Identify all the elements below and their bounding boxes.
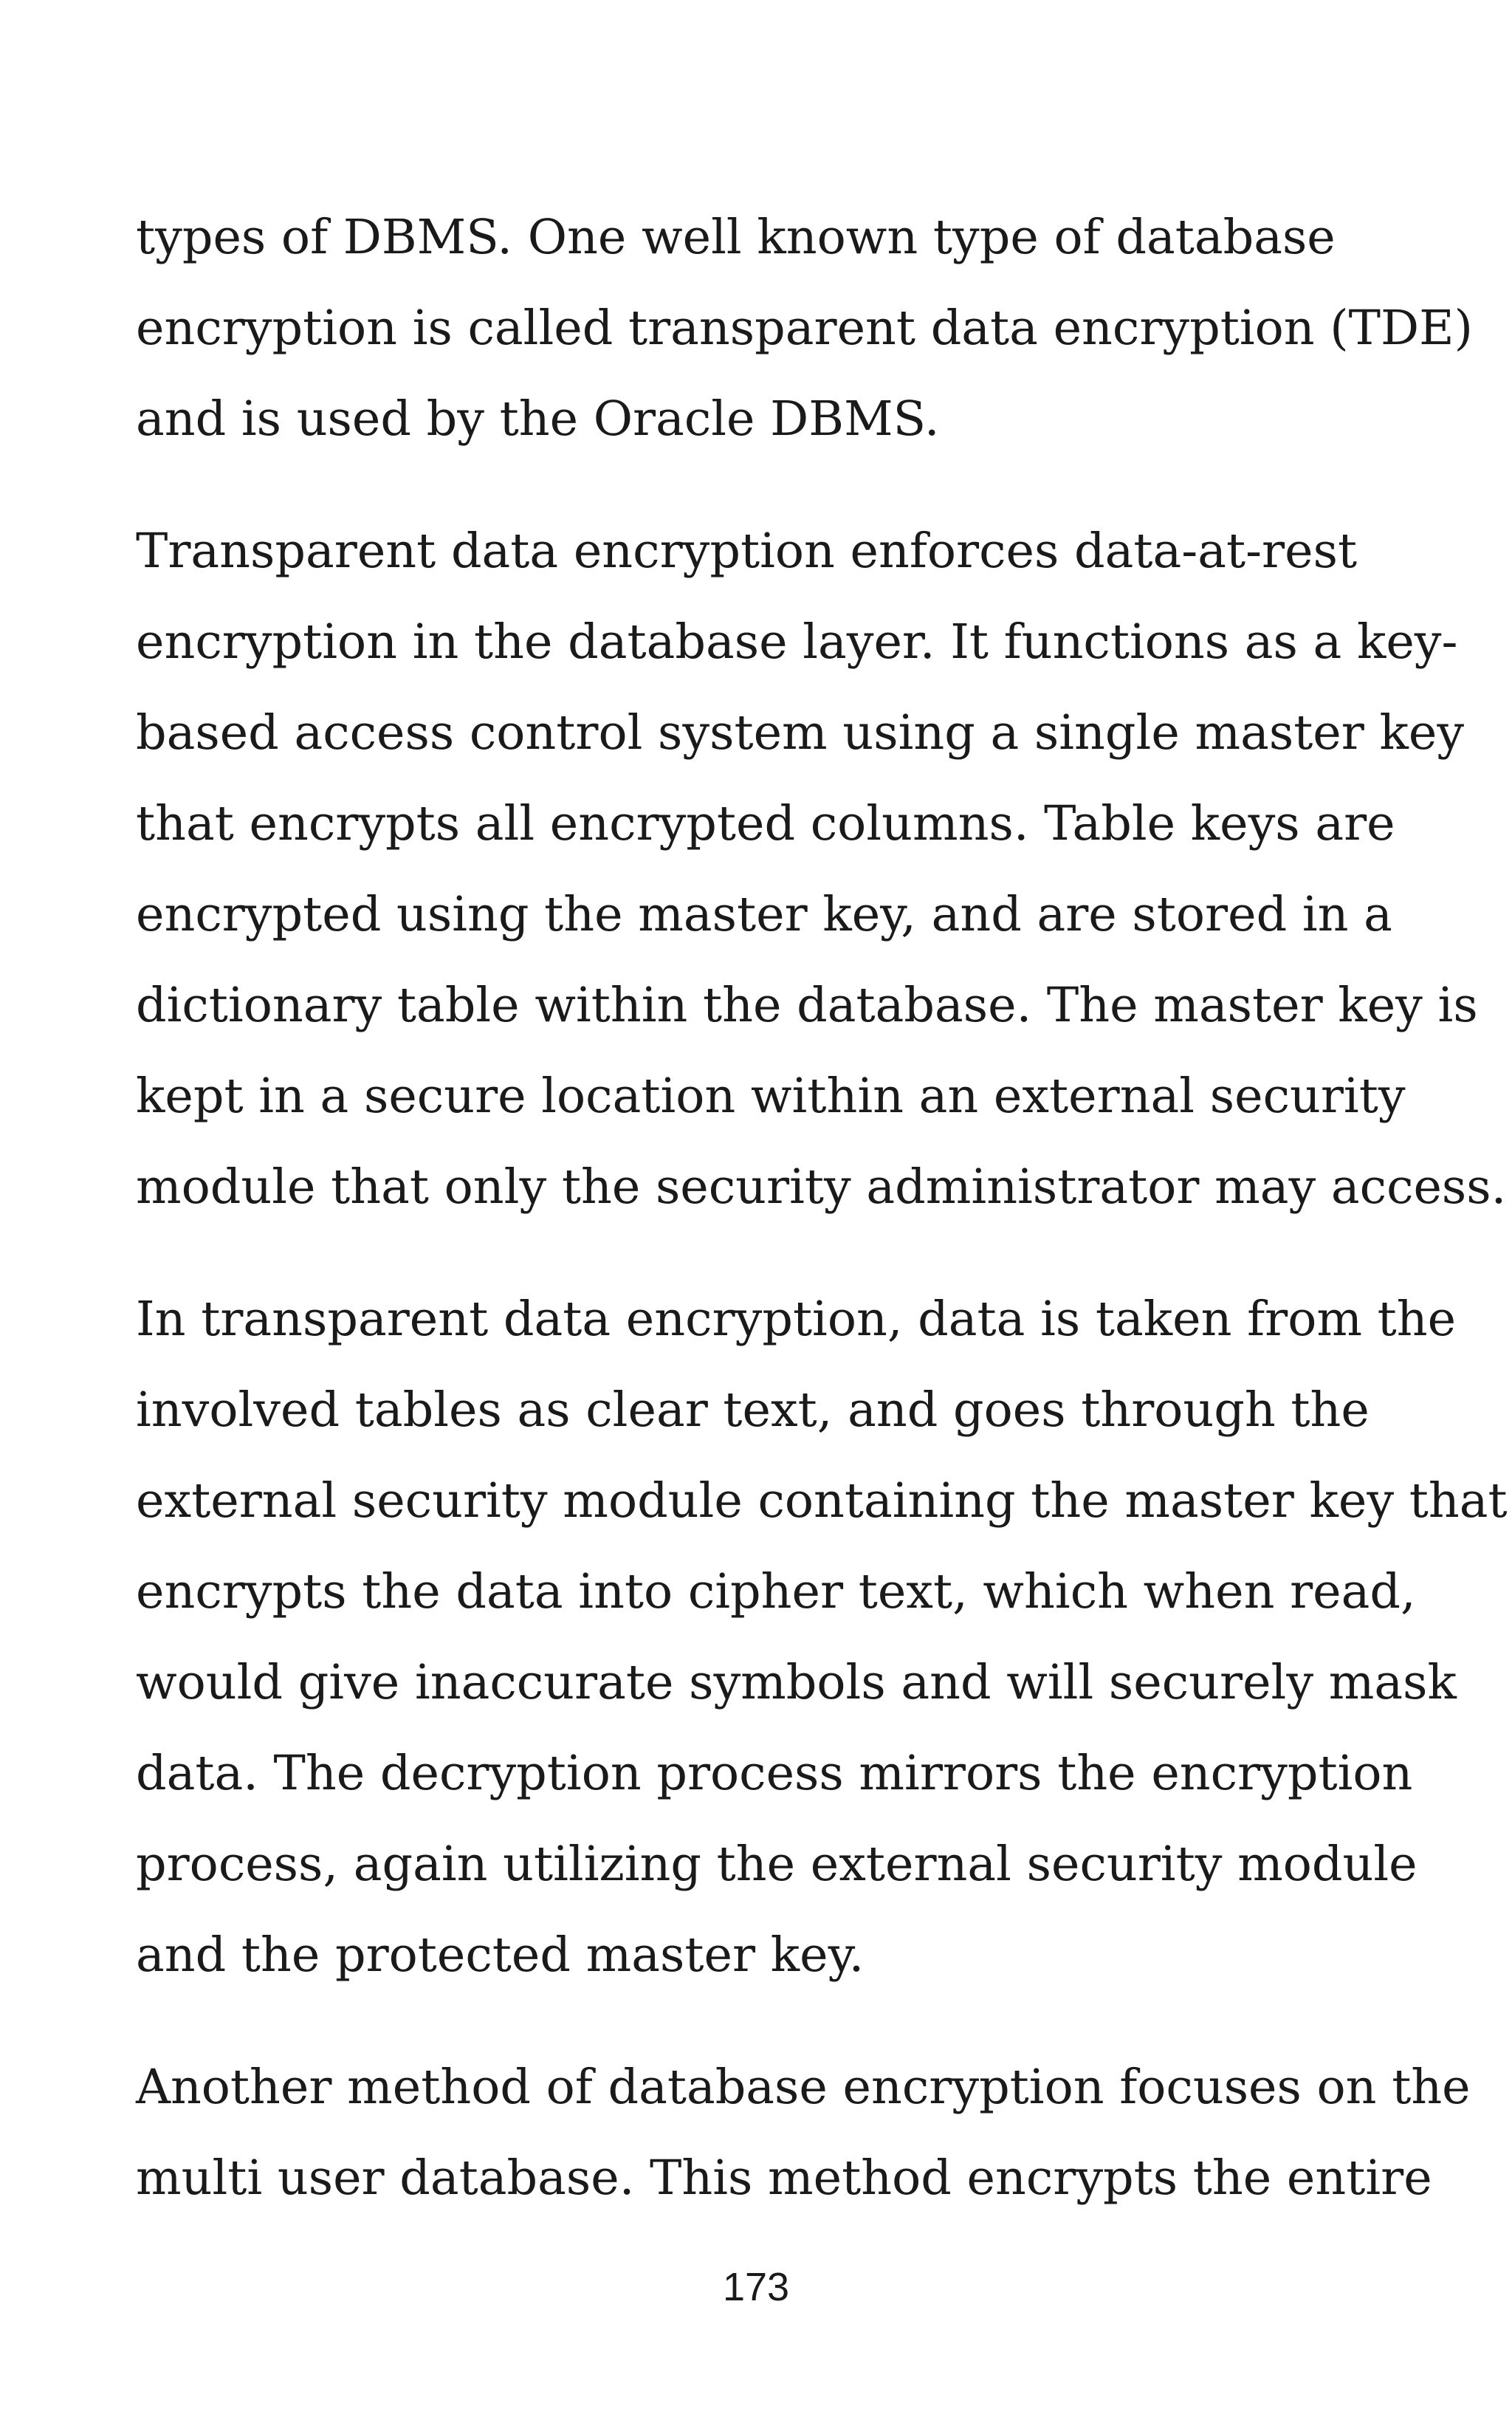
text-line: multi user database. This method encrypts the entire <box>136 2150 1432 2206</box>
text-line: module that only the security administrator may access. <box>136 1159 1507 1215</box>
text-line: involved tables as clear text, and goes through the <box>136 1382 1370 1438</box>
text-line: would give inaccurate symbols and will securely mask <box>136 1655 1457 1710</box>
text-line: In transparent data encryption, data is taken from the <box>136 1292 1457 1347</box>
text-line: encryption in the database layer. It functions as a key- <box>136 614 1458 670</box>
text-line: types of DBMS. One well known type of database <box>136 210 1336 265</box>
text-line: external security module containing the master key that <box>136 1473 1508 1529</box>
text-line: and is used by the Oracle DBMS. <box>136 391 940 447</box>
text-line: Another method of database encryption focuses on the <box>136 2060 1471 2115</box>
text-line: Transparent data encryption enforces data-at-rest <box>136 524 1358 579</box>
text-line: and the protected master key. <box>136 1927 865 1983</box>
paragraph-1 <box>136 192 1473 465</box>
body-text <box>136 192 1508 2265</box>
paragraph-2 <box>136 506 1507 1233</box>
text-line: that encrypts all encrypted columns. Table keys are <box>136 796 1395 851</box>
text-line: dictionary table within the database. The master key is <box>136 978 1478 1033</box>
text-line: based access control system using a single master key <box>136 705 1465 761</box>
paragraph-3 <box>136 1274 1508 2001</box>
text-line: encryption is called transparent data encryption (TDE) <box>136 301 1473 356</box>
text-line: data. The decryption process mirrors the encryption <box>136 1746 1413 1801</box>
text-line: encrypted using the master key, and are stored in a <box>136 887 1392 942</box>
text-line: process, again utilizing the external security module <box>136 1837 1418 1892</box>
text-line: encrypts the data into cipher text, which when read, <box>136 1564 1416 1619</box>
text-line: kept in a secure location within an external security <box>136 1069 1406 1124</box>
page-number: 173 <box>722 2265 790 2309</box>
paragraph-4 <box>136 2042 1471 2224</box>
